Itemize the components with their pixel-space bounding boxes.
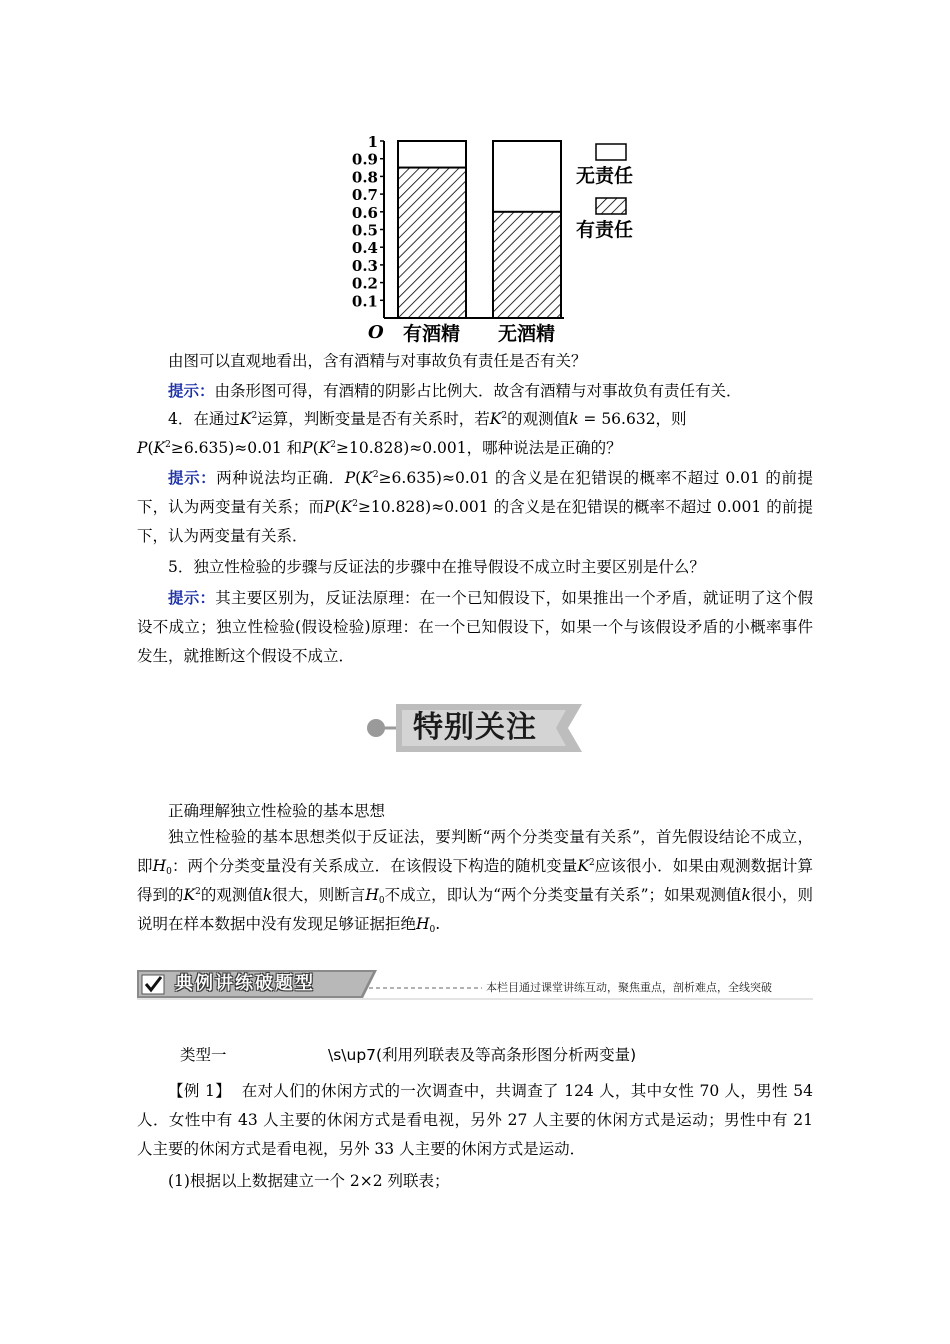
example-1-part-1: (1)根据以上数据建立一个 2×2 列联表； — [168, 1172, 450, 1190]
y-tick-label: 0.3 — [351, 256, 378, 275]
type-code: \s\up7(利用列联表及等高条形图分析两变量) — [328, 1046, 637, 1064]
bar-responsibility — [398, 168, 466, 318]
focus-paragraph: 独立性检验的基本思想类似于反证法，要判断“两个分类变量有关系”，首先假设结论不成立，即$H_0$：两个分类变量没有关系成立．在该假设下构造的随机变量$K^2$应该很小．如果由观测数据计算得到的$K^2$的观测值k很大，则断言$H_0$不成立，即认为“两个分类变量有关系”；如果观测值k很小，则说明在样本数据中没有发现足够证据拒绝$H_0$. — [137, 828, 813, 935]
y-tick-label: 1 — [367, 133, 378, 151]
hint-3: 提示：由条形图可得，有酒精的阴影占比例大．故含有酒精与对事故负有责任有关． — [168, 381, 742, 400]
question-5: 5．独立性检验的步骤与反证法的步骤中在推导假设不成立时主要区别是什么？ — [168, 558, 705, 576]
question-4: 4．在通过$K^2$运算，判断变量是否有关系时，若$K^2$的观测值k = 56.632，则 $P(K^2\ge 6.635)\approx 0.01$ 和$P(K^2\ge 10.828)\approx 0.001$，哪种说法是正确的？ — [137, 410, 687, 457]
example-label: 【例 1】 — [168, 1082, 232, 1100]
y-tick-label: 0.1 — [351, 292, 378, 311]
bars — [398, 141, 561, 318]
hint-label: 提示： — [168, 588, 216, 607]
section-title: 典例讲练破题型 — [175, 973, 315, 994]
legend-swatch-no-responsibility — [596, 144, 626, 160]
banner-title: 特别关注 — [413, 710, 537, 745]
category-label-1: 有酒精 — [403, 323, 461, 345]
y-tick-label: 0.6 — [351, 203, 378, 222]
hint-4: 提示：两种说法均正确．$P(K^2\ge 6.635)\approx 0.01$ 的含义是在犯错误的概率不超过 0.01 的前提下，认为两变量有关系；而$P(K^2\ge 10.828)\approx 0.001$ 的含义是在犯错误的概率不超过 0.001 的前提下，认为两变量有关系． — [137, 468, 813, 545]
section-note: 本栏目通过课堂讲练互动，聚焦重点，剖析难点，全线突破 — [486, 981, 772, 994]
hint-label: 提示： — [168, 468, 217, 487]
focus-subtitle: 正确理解独立性检验的基本思想 — [168, 802, 386, 820]
legend-label-responsibility: 有责任 — [576, 219, 634, 241]
y-tick-label: 0.9 — [351, 150, 378, 169]
hint-5: 提示：其主要区别为，反证法原理：在一个已知假设下，如果推出一个矛盾，就证明了这个假设不成立；独立性检验(假设检验)原理：在一个已知假设下，如果一个与该假设矛盾的小概率事件发生，就推断这个假设不成立． — [137, 588, 813, 665]
legend-swatch-responsibility — [596, 198, 626, 214]
category-label-2: 无酒精 — [498, 323, 556, 345]
y-axis-ticks — [352, 133, 384, 310]
y-tick-label: 0.4 — [351, 239, 378, 258]
hint-label: 提示： — [168, 381, 215, 400]
y-tick-label: 0.5 — [351, 221, 378, 240]
question-3: 由图可以直观地看出，含有酒精与对事故负有责任是否有关？ — [168, 352, 587, 370]
origin-label: O — [368, 322, 384, 343]
type-heading — [180, 1042, 637, 1068]
y-tick-label: 0.7 — [351, 186, 378, 205]
legend-label-no-responsibility: 无责任 — [576, 165, 634, 187]
y-tick-label: 0.2 — [351, 274, 378, 293]
example-1: 【例 1】 在对人们的休闲方式的一次调查中，共调查了 124 人，其中女性 70 人，男性 54 人．女性中有 43 人主要的休闲方式是看电视，另外 27 人主要的休闲方式是运动；男性中有 21 人主要的休闲方式是看电视，另外 33 人主要的休闲方式是运动． — [137, 1082, 813, 1158]
type-label: 类型一 — [180, 1046, 227, 1064]
stacked-bar-chart — [340, 128, 660, 350]
y-tick-label: 0.8 — [351, 168, 378, 187]
bar-responsibility — [493, 212, 561, 318]
